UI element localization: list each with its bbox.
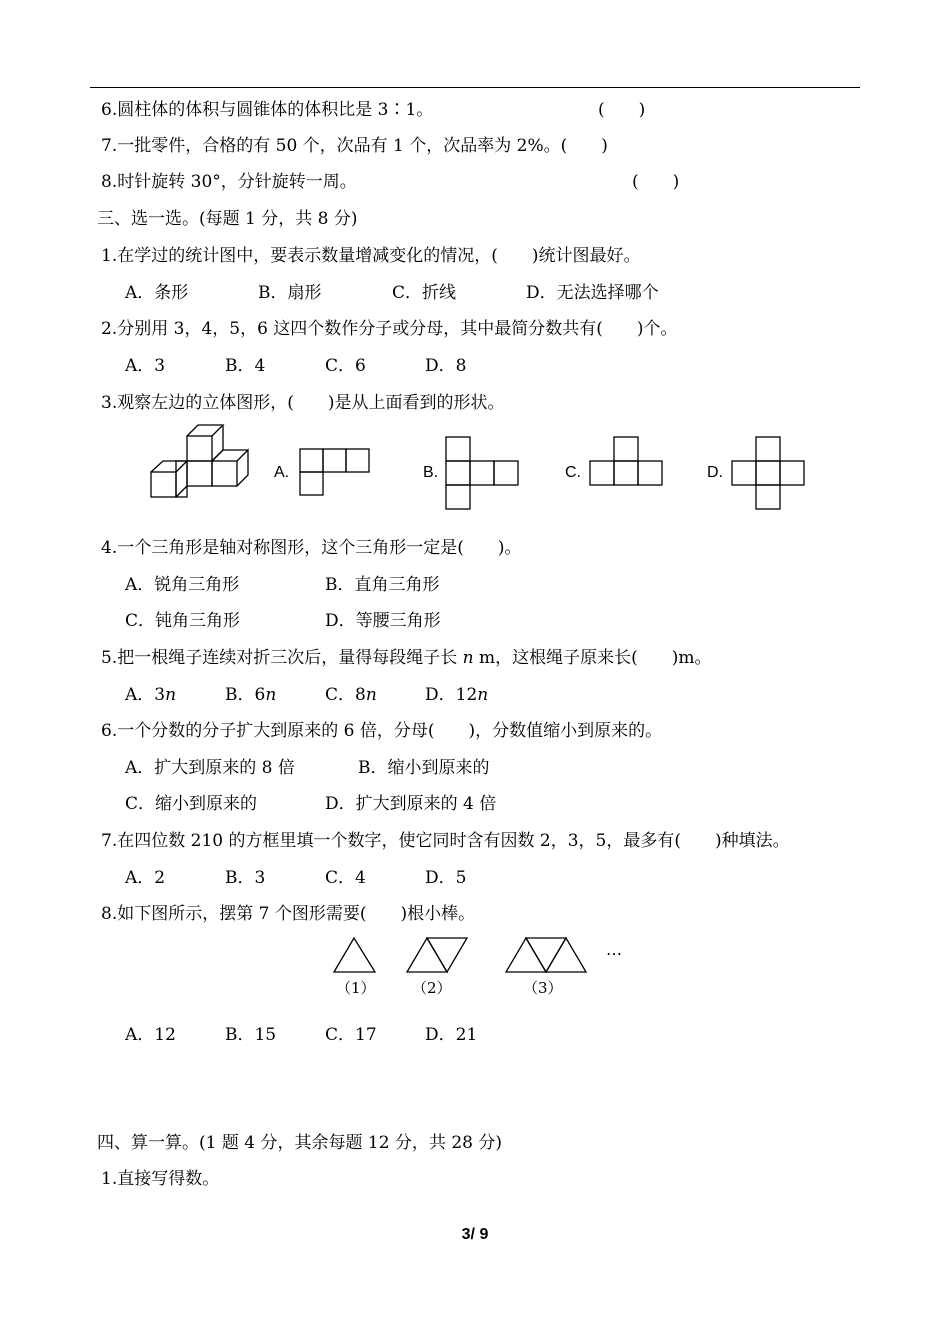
judge-item-8: 8.时针旋转 30°，分针旋转一周。 — [101, 172, 357, 192]
q7-option-a: A．2 — [125, 868, 166, 888]
q7-option-c: C．4 — [325, 868, 366, 888]
q6-option-a: A．扩大到原来的 8 倍 — [125, 758, 295, 778]
q7-option-b: B．3 — [225, 868, 266, 888]
q1-text: 1.在学过的统计图中，要表示数量增减变化的情况，( )统计图最好。 — [101, 246, 641, 266]
header-rule — [90, 87, 860, 88]
judge-item-6: 6.圆柱体的体积与圆锥体的体积比是 3∶1。 — [101, 100, 434, 120]
q5-option-a: A．3n — [125, 685, 177, 705]
triangle-figure-1 — [334, 938, 375, 972]
q4-option-c: C．钝角三角形 — [125, 611, 241, 631]
q2-option-c: C．6 — [325, 356, 366, 376]
judge-item-7: 7.一批零件，合格的有 50 个，次品有 1 个，次品率为 2%。( ) — [101, 136, 608, 156]
q6-option-d: D．扩大到原来的 4 倍 — [325, 794, 497, 814]
q1-option-a: A．条形 — [125, 283, 189, 303]
triangle-figure-3 — [506, 938, 586, 972]
option-a-label: A. — [274, 464, 290, 481]
judge-paren-6: ( ) — [598, 100, 646, 120]
q5-option-c: C．8n — [325, 685, 377, 705]
q4-option-b: B．直角三角形 — [325, 575, 440, 595]
q2-option-b: B．4 — [225, 356, 266, 376]
q5-option-b: B．6n — [225, 685, 277, 705]
q2-option-d: D．8 — [425, 356, 467, 376]
q6-option-b: B．缩小到原来的 — [358, 758, 490, 778]
figure-ellipsis: … — [606, 940, 622, 959]
figure-1-label: （1） — [336, 979, 376, 997]
q8-option-a: A．12 — [125, 1025, 176, 1045]
q4-option-a: A．锐角三角形 — [125, 575, 240, 595]
q5-option-d: D．12n — [425, 685, 489, 705]
section4-title: 四、算一算。(1 题 4 分，其余每题 12 分，共 28 分) — [97, 1133, 502, 1153]
q8-option-c: C．17 — [325, 1025, 377, 1045]
option-c-view — [590, 437, 662, 485]
option-b-view — [446, 437, 518, 509]
q2-text: 2.分别用 3，4，5，6 这四个数作分子或分母，其中最简分数共有( )个。 — [101, 319, 678, 339]
q4-option-d: D．等腰三角形 — [325, 611, 441, 631]
option-a-view — [300, 449, 369, 495]
page-number: 3/ 9 — [461, 1226, 489, 1243]
q8-option-b: B．15 — [225, 1025, 277, 1045]
figure-3-label: （3） — [523, 979, 563, 997]
triangle-figure-2 — [407, 938, 467, 972]
s4-q1-text: 1.直接写得数。 — [101, 1169, 220, 1189]
section3-title: 三、选一选。(每题 1 分，共 8 分) — [97, 209, 358, 229]
cube-solid-figure — [151, 425, 248, 497]
q8-text: 8.如下图所示，摆第 7 个图形需要( )根小棒。 — [101, 904, 476, 924]
q7-text: 7.在四位数 210 的方框里填一个数字，使它同时含有因数 2，3，5，最多有( )种填法。 — [101, 831, 790, 851]
option-d-view — [732, 437, 804, 509]
q4-text: 4.一个三角形是轴对称图形，这个三角形一定是( )。 — [101, 538, 522, 558]
q3-text: 3.观察左边的立体图形，( )是从上面看到的形状。 — [101, 393, 505, 413]
q6-text: 6.一个分数的分子扩大到原来的 6 倍，分母( )，分数值缩小到原来的。 — [101, 721, 663, 741]
q8-option-d: D．21 — [425, 1025, 478, 1045]
q1-option-d: D．无法选择哪个 — [526, 283, 659, 303]
q2-option-a: A．3 — [125, 356, 166, 376]
option-c-label: C. — [565, 464, 581, 481]
q8-triangle-figures — [0, 930, 950, 1010]
figure-2-label: （2） — [412, 979, 452, 997]
q6-option-c: C．缩小到原来的 — [125, 794, 258, 814]
q1-option-c: C．折线 — [392, 283, 457, 303]
q1-option-b: B．扇形 — [258, 283, 322, 303]
judge-paren-8: ( ) — [632, 172, 680, 192]
q3-figures — [0, 420, 950, 520]
option-d-label: D. — [707, 464, 723, 481]
q5-text: 5.把一根绳子连续对折三次后，量得每段绳子长 n m，这根绳子原来长( )m。 — [101, 648, 712, 668]
q7-option-d: D．5 — [425, 868, 467, 888]
option-b-label: B. — [423, 464, 439, 481]
